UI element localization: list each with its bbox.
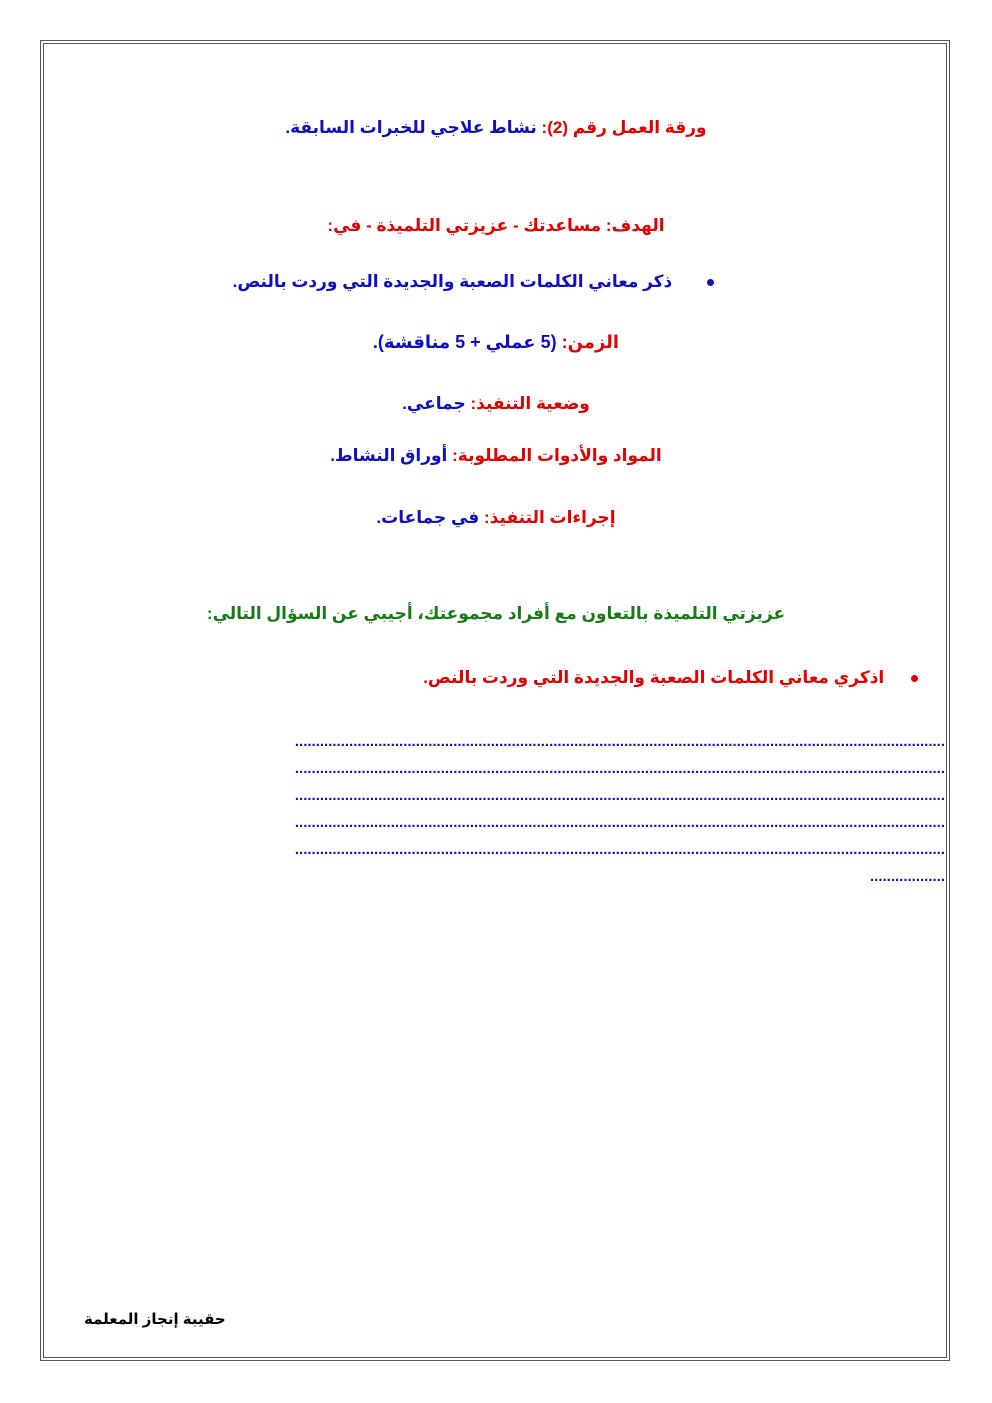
answer-line-6: ..................: [869, 868, 945, 885]
time-label: الزمن:: [561, 332, 620, 352]
question-item: [423, 668, 918, 688]
page-border-inner: [43, 43, 947, 1358]
materials-row: [0, 446, 992, 466]
bullet-icon: [911, 675, 918, 682]
answer-line-3: ............................................................................................................................................................: [294, 787, 945, 804]
materials-label: المواد والأدوات المطلوبة:: [452, 446, 662, 465]
worksheet-title: [0, 118, 992, 138]
time-value: (5 عملي + 5 مناقشة).: [372, 332, 557, 352]
procedure-label: إجراءات التنفيذ:: [484, 508, 616, 527]
worksheet-title-text: نشاط علاجي للخبرات السابقة.: [285, 118, 537, 137]
answer-line-2: ............................................................................................................................................................: [294, 760, 945, 777]
answer-line-5: ............................................................................................................................................................: [294, 841, 945, 858]
execution-mode-value: جماعي.: [402, 394, 466, 413]
answer-line-4: ............................................................................................................................................................: [294, 814, 945, 831]
instruction-text: عزيزتي التلميذة بالتعاون مع أفراد مجموعتك، أجيبي عن السؤال التالي:: [206, 604, 786, 623]
bullet-icon: [707, 279, 714, 286]
question-text: اذكري معاني الكلمات الصعبة والجديدة التي وردت بالنص.: [423, 668, 885, 687]
execution-mode-label: وضعية التنفيذ:: [470, 394, 590, 413]
procedure-value: في جماعات.: [376, 508, 480, 527]
procedure-row: [0, 508, 992, 528]
execution-mode-row: [0, 394, 992, 414]
time-row: [0, 332, 992, 353]
footer-text: حقيبة إنجاز المعلمة: [84, 1311, 226, 1328]
materials-value: أوراق النشاط.: [330, 446, 448, 465]
answer-line-1: ............................................................................................................................................................: [294, 733, 945, 750]
goal-item-text: ذكر معاني الكلمات الصعبة والجديدة التي وردت بالنص.: [232, 272, 673, 291]
goal-item: [233, 272, 714, 292]
worksheet-title-label: ورقة العمل رقم (2):: [541, 118, 707, 137]
goal-heading: الهدف: مساعدتك - عزيزتي التلميذة - في:: [327, 216, 665, 235]
